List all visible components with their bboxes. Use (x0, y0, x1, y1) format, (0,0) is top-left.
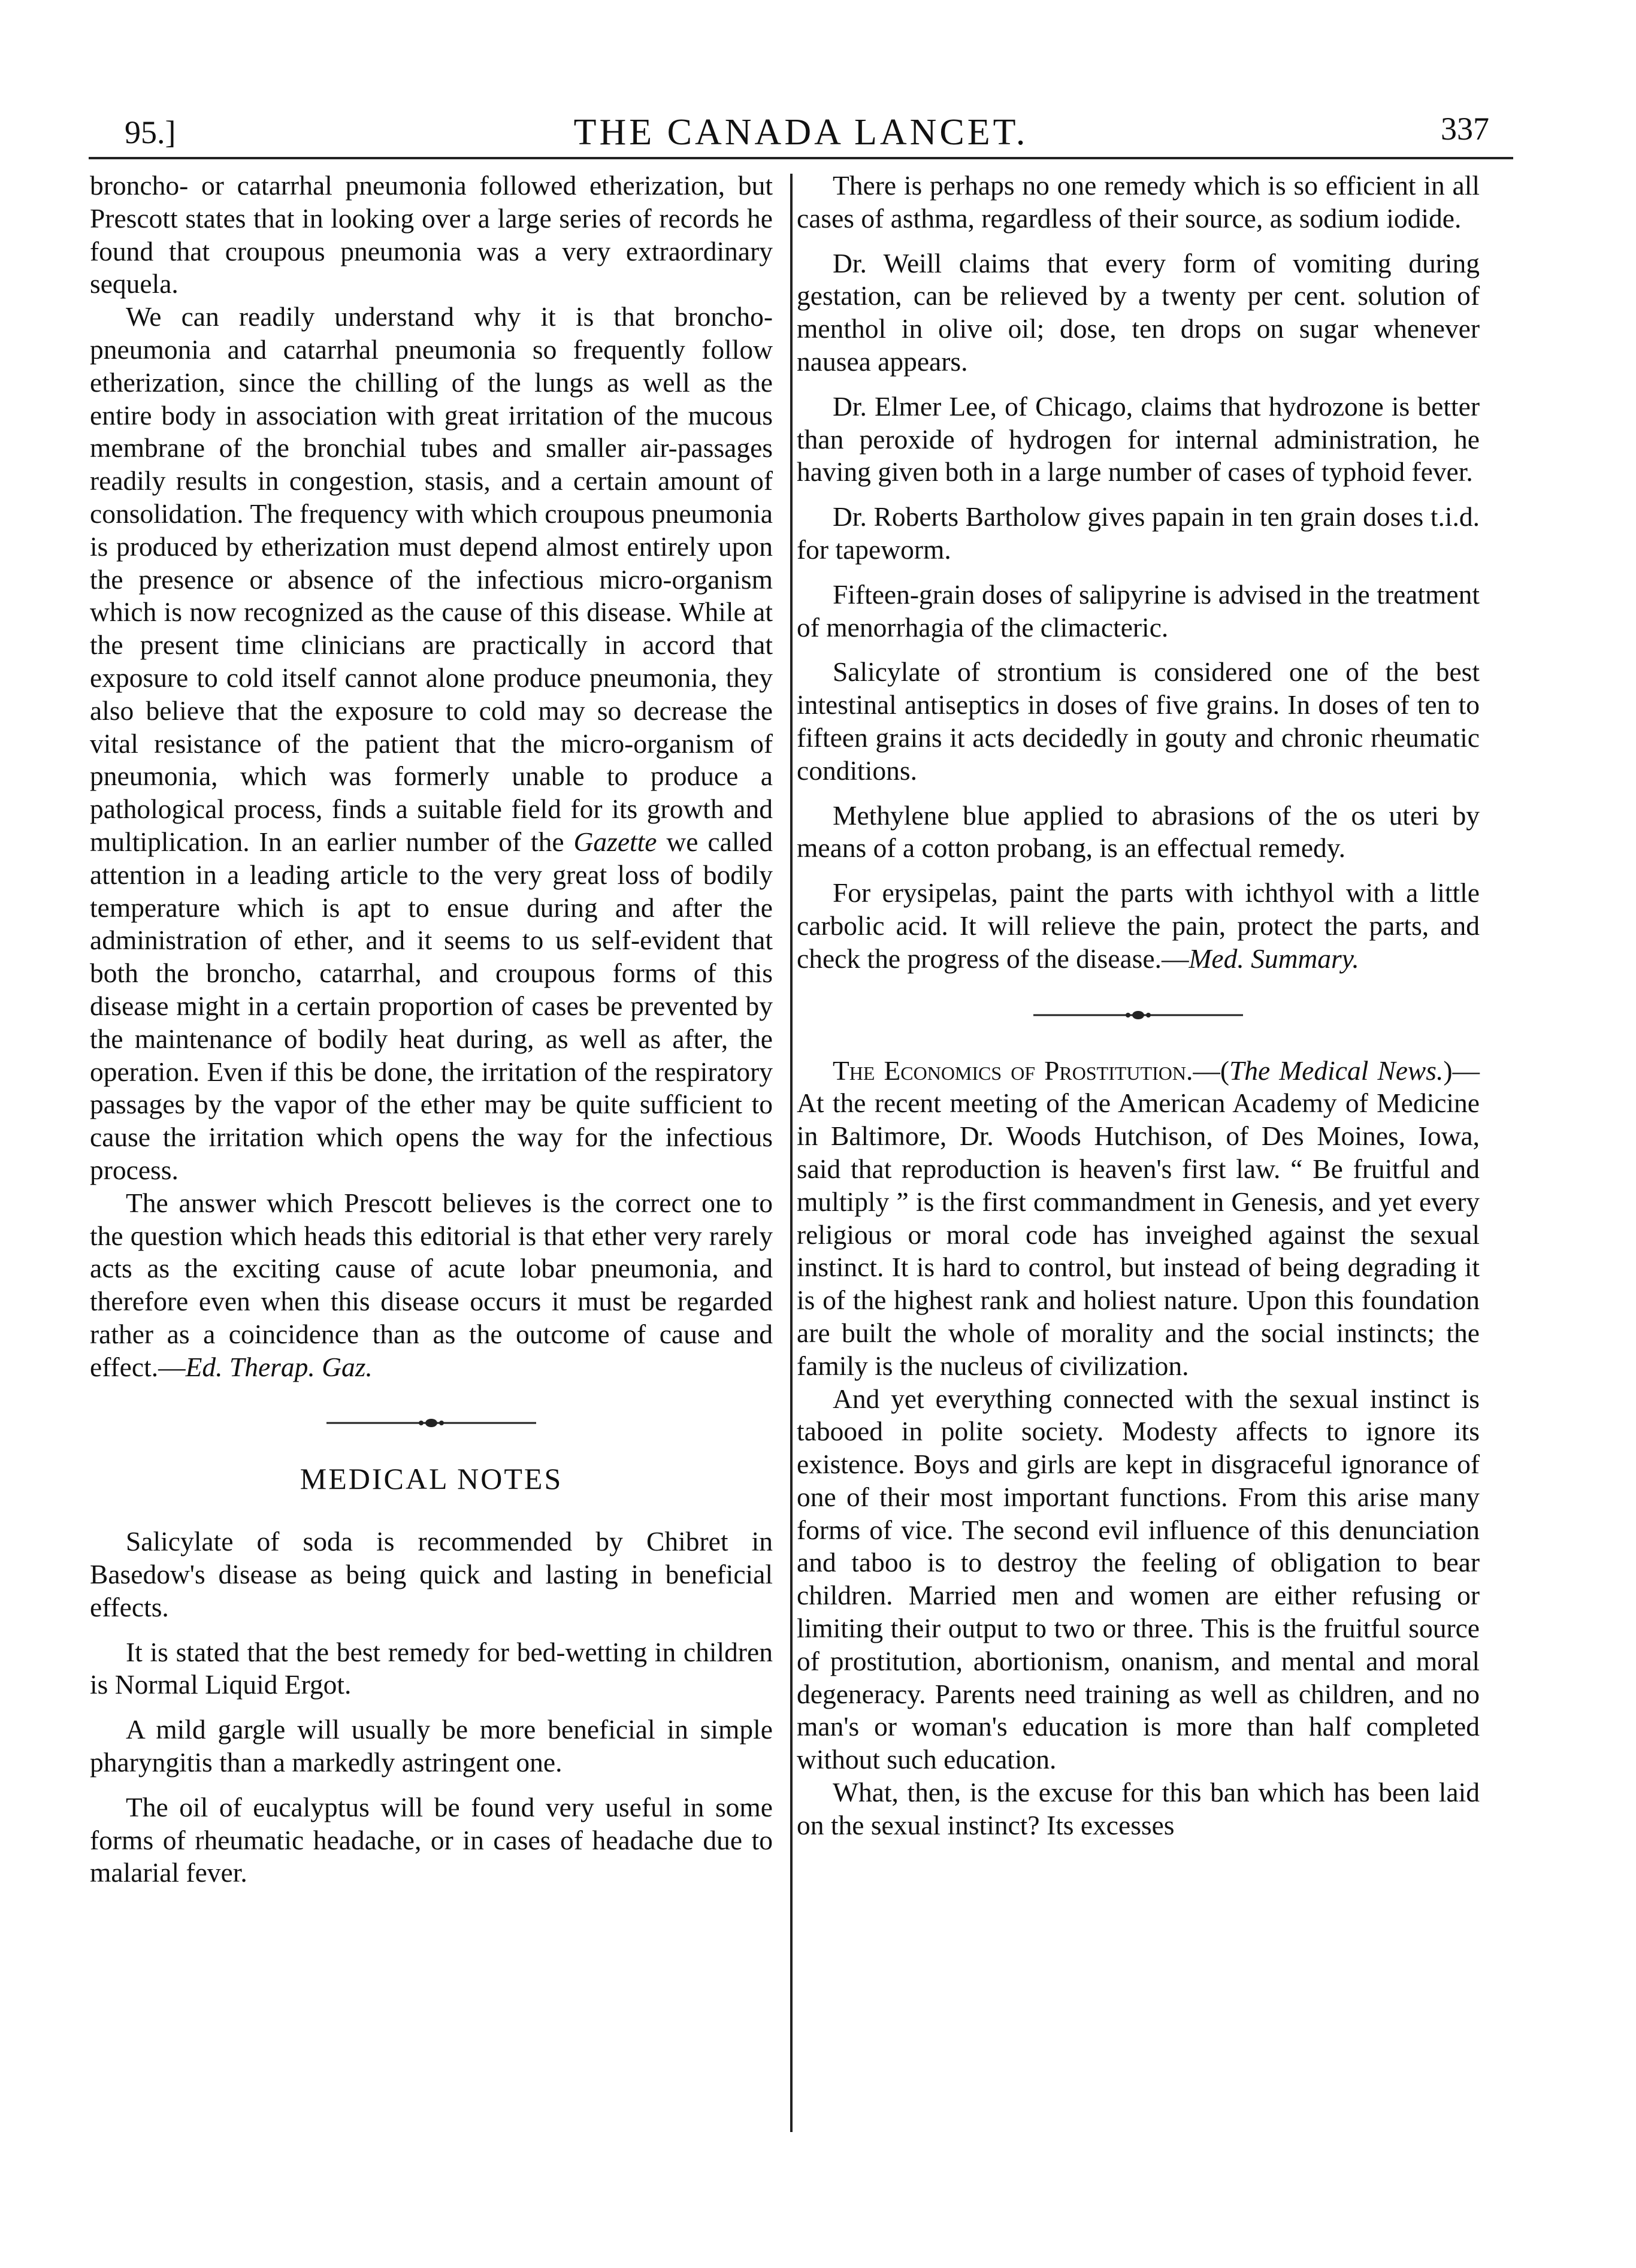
header-rule (89, 157, 1513, 159)
paragraph-text: We can readily understand why it is that broncho-pneumonia and catarrhal pneumonia so frequently follow etherization, since the chilling of the lungs as well as the entire body in association with great irritation of the mucous membrane of the bronchial tubes and smaller air-passages readily results in congestion, stasis, and a certain amount of consolidation. The frequency with which croupous pneumonia is produced by etherization must depend almost entirely upon the presence or absence of the infectious micro-organism which is now recognized as the cause of this disease. While at the present time clinicians are practically in accord that exposure to cold itself cannot alone produce pneumonia, they also believe that the exposure to cold may so decrease the vital resistance of the patient that the micro-organism of pneumonia, which was formerly unable to produce a pathological process, finds a suitable field for its growth and multiplication. In an earlier number of the (90, 301, 773, 857)
paragraph-continuation: broncho- or catarrhal pneumonia followed etherization, but Prescott states that in looking over a large series of records he found that croupous pneumonia was a very extraordinary sequela. (90, 170, 773, 299)
article-paragraph: And yet everything connected with the sexual instinct is tabooed in polite society. Modesty affects to ignore its existence. Boys and girls are kept in disgraceful ignorance of one of their most important functions. From this arise many forms of vice. The second evil influence of this denunciation and taboo is to destroy the feeling of obligation to bear children. Married men and women are either refusing or limiting their output to two or three. This is the fruitful source of prostitution, abortionism, onanism, and mental and moral degeneracy. Parents need training as well as children, and no man's or woman's education is more than half completed without such education. (797, 1383, 1480, 1775)
article-source: The Medical News. (1229, 1055, 1444, 1086)
medical-note: A mild gargle will usually be more beneficial in simple pharyngitis than a markedly astringent one. (90, 1714, 773, 1778)
source-citation: Med. Summary. (1189, 943, 1359, 974)
source-citation: Ed. Therap. Gaz. (185, 1351, 373, 1382)
left-column (90, 169, 773, 1890)
ornamental-divider (326, 1417, 536, 1429)
medical-note: Dr. Elmer Lee, of Chicago, claims that hydrozone is better than peroxide of hydrogen for internal administration, he having given both in a large number of cases of typhoid fever. (797, 390, 1480, 487)
medical-note (797, 877, 1480, 975)
medical-note: Methylene blue applied to abrasions of the os uteri by means of a cotton probang, is an effectual remedy. (797, 800, 1480, 864)
journal-title: THE CANADA LANCET. (573, 112, 1029, 153)
medical-note: It is stated that the best remedy for bed-wetting in children is Normal Liquid Ergot. (90, 1636, 773, 1700)
paragraph-text: At the recent meeting of the American Academy of Medicine in Baltimore, Dr. Woods Hutchison, of Des Moines, Iowa, said that reproduction is heaven's first law. “ Be fruitful and multiply ” is the first commandment in Genesis, and yet every religious or moral code has inveighed against the sexual instinct. It is hard to control, but instead of being degrading it is of the highest rank and holiest nature. Upon this foundation are built the whole of morality and the social instincts; the family is the nucleus of civilization. (797, 1088, 1480, 1381)
article-title: The Economics of Prostitution. (833, 1055, 1193, 1086)
gazette-reference: Gazette (573, 826, 657, 857)
issue-number: 95.] (125, 114, 176, 150)
medical-note: There is perhaps no one remedy which is so efficient in all cases of asthma, regardless of their source, as sodium iodide. (797, 170, 1480, 234)
paragraph-conclusion (90, 1187, 773, 1384)
medical-note: Dr. Weill claims that every form of vomiting during gestation, can be relieved by a twenty per cent. solution of menthol in olive oil; dose, ten drops on sugar whenever nausea appears. (797, 247, 1480, 377)
note-text: For erysipelas, paint the parts with ichthyol with a little carbolic acid. It will relieve the pain, protect the parts, and check the progress of the disease.— (797, 877, 1480, 974)
medical-note: Salicylate of soda is recommended by Chibret in Basedow's disease as being quick and lasting in beneficial effects. (90, 1526, 773, 1622)
ornamental-divider (1033, 1009, 1243, 1021)
medical-note: The oil of eucalyptus will be found very useful in some forms of rheumatic headache, or in cases of headache due to malarial fever. (90, 1791, 773, 1888)
medical-note: Fifteen-grain doses of salipyrine is advised in the treatment of menorrhagia of the climacteric. (797, 579, 1480, 643)
running-header (89, 102, 1513, 156)
article-paragraph: The Economics of Prostitution.—(The Medical News.)—At the recent meeting of the American Academy of Medicine in Baltimore, Dr. Woods Hutchison, of Des Moines, Iowa, said that reproduction is heaven's first law. “ Be fruitful and multiply ” is the first commandment in Genesis, and yet every religious or moral code has inveighed against the sexual instinct. It is hard to control, but instead of being degrading it is of the highest rank and holiest nature. Upon this foundation are built the whole of morality and the social instincts; the family is the nucleus of civilization. (797, 1055, 1480, 1381)
page-number: 337 (1441, 111, 1489, 147)
medical-note: Salicylate of strontium is considered one of the best intestinal antiseptics in doses of five grains. In doses of ten to fifteen grains it acts decidedly in gouty and chronic rheumatic conditions. (797, 656, 1480, 786)
section-title: MEDICAL NOTES (300, 1462, 563, 1496)
paragraph-etherization (90, 301, 773, 1187)
paragraph-text: The answer which Prescott believes is the correct one to the question which heads this editorial is that ether very rarely acts as the exciting cause of acute lobar pneumonia, and therefore even when this disease occurs it must be regarded rather as a coincidence than as the outcome of cause and effect.— (90, 1187, 773, 1382)
right-column (797, 169, 1480, 1842)
medical-note: Dr. Roberts Bartholow gives papain in ten grain doses t.i.d. for tapeworm. (797, 501, 1480, 565)
paragraph-text: we called attention in a leading article to the very great loss of bodily temperature which is apt to ensue during and after the administration of ether, and it seems to us self-evident that both the broncho, catarrhal, and croupous forms of this disease might in a certain proportion of cases be prevented by the maintenance of bodily heat during, as well as after, the operation. Even if this be done, the irritation of the respiratory passages by the vapor of the ether may be quite sufficient to cause the irritation which opens the way for the infectious process. (90, 826, 773, 1185)
column-divider (790, 174, 793, 2132)
article-paragraph: What, then, is the excuse for this ban which has been laid on the sexual instinct? Its excesses (797, 1777, 1480, 1840)
